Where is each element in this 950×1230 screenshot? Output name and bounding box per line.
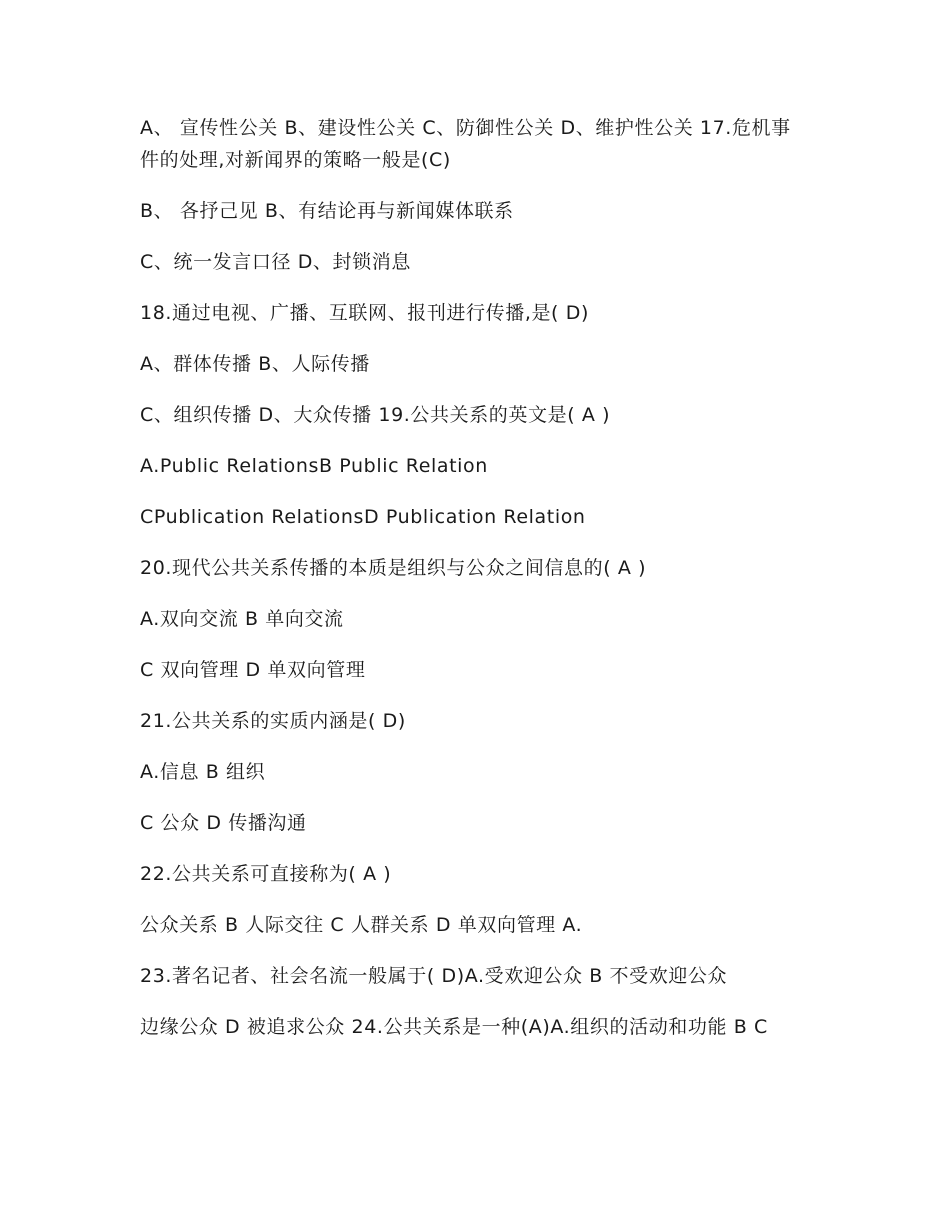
text-line-4: 18.通过电视、广播、互联网、报刊进行传播,是( D) <box>140 302 589 324</box>
text-line-8: CPublication RelationsD Publication Relation <box>140 506 586 528</box>
text-line-16: 公众关系 B 人际交往 C 人群关系 D 单双向管理 A. <box>140 914 583 936</box>
text-line-14: C 公众 D 传播沟通 <box>140 812 307 834</box>
text-line-13: A.信息 B 组织 <box>140 761 266 783</box>
text-line-1: A、 宣传性公关 B、建设性公关 C、防御性公关 D、维护性公关 17.危机事件的处理,对新闻界的策略一般是(C) <box>140 117 791 171</box>
document-body <box>140 112 800 1062</box>
text-line-12: 21.公共关系的实质内涵是( D) <box>140 710 406 732</box>
text-line-10: A.双向交流 B 单向交流 <box>140 608 344 630</box>
text-line-5: A、群体传播 B、人际传播 <box>140 353 370 375</box>
text-line-11: C 双向管理 D 单双向管理 <box>140 659 366 681</box>
text-line-15: 22.公共关系可直接称为( A ) <box>140 863 392 885</box>
text-line-7: A.Public RelationsB Public Relation <box>140 455 488 477</box>
text-line-17: 23.著名记者、社会名流一般属于( D)A.受欢迎公众 B 不受欢迎公众 <box>140 965 728 987</box>
text-line-3: C、统一发言口径 D、封锁消息 <box>140 251 411 273</box>
text-line-18: 边缘公众 D 被追求公众 24.公共关系是一种(A)A.组织的活动和功能 B C <box>140 1016 768 1038</box>
text-line-6: C、组织传播 D、大众传播 19.公共关系的英文是( A ) <box>140 404 611 426</box>
text-line-9: 20.现代公共关系传播的本质是组织与公众之间信息的( A ) <box>140 557 647 579</box>
text-line-2: B、 各抒己见 B、有结论再与新闻媒体联系 <box>140 200 514 222</box>
